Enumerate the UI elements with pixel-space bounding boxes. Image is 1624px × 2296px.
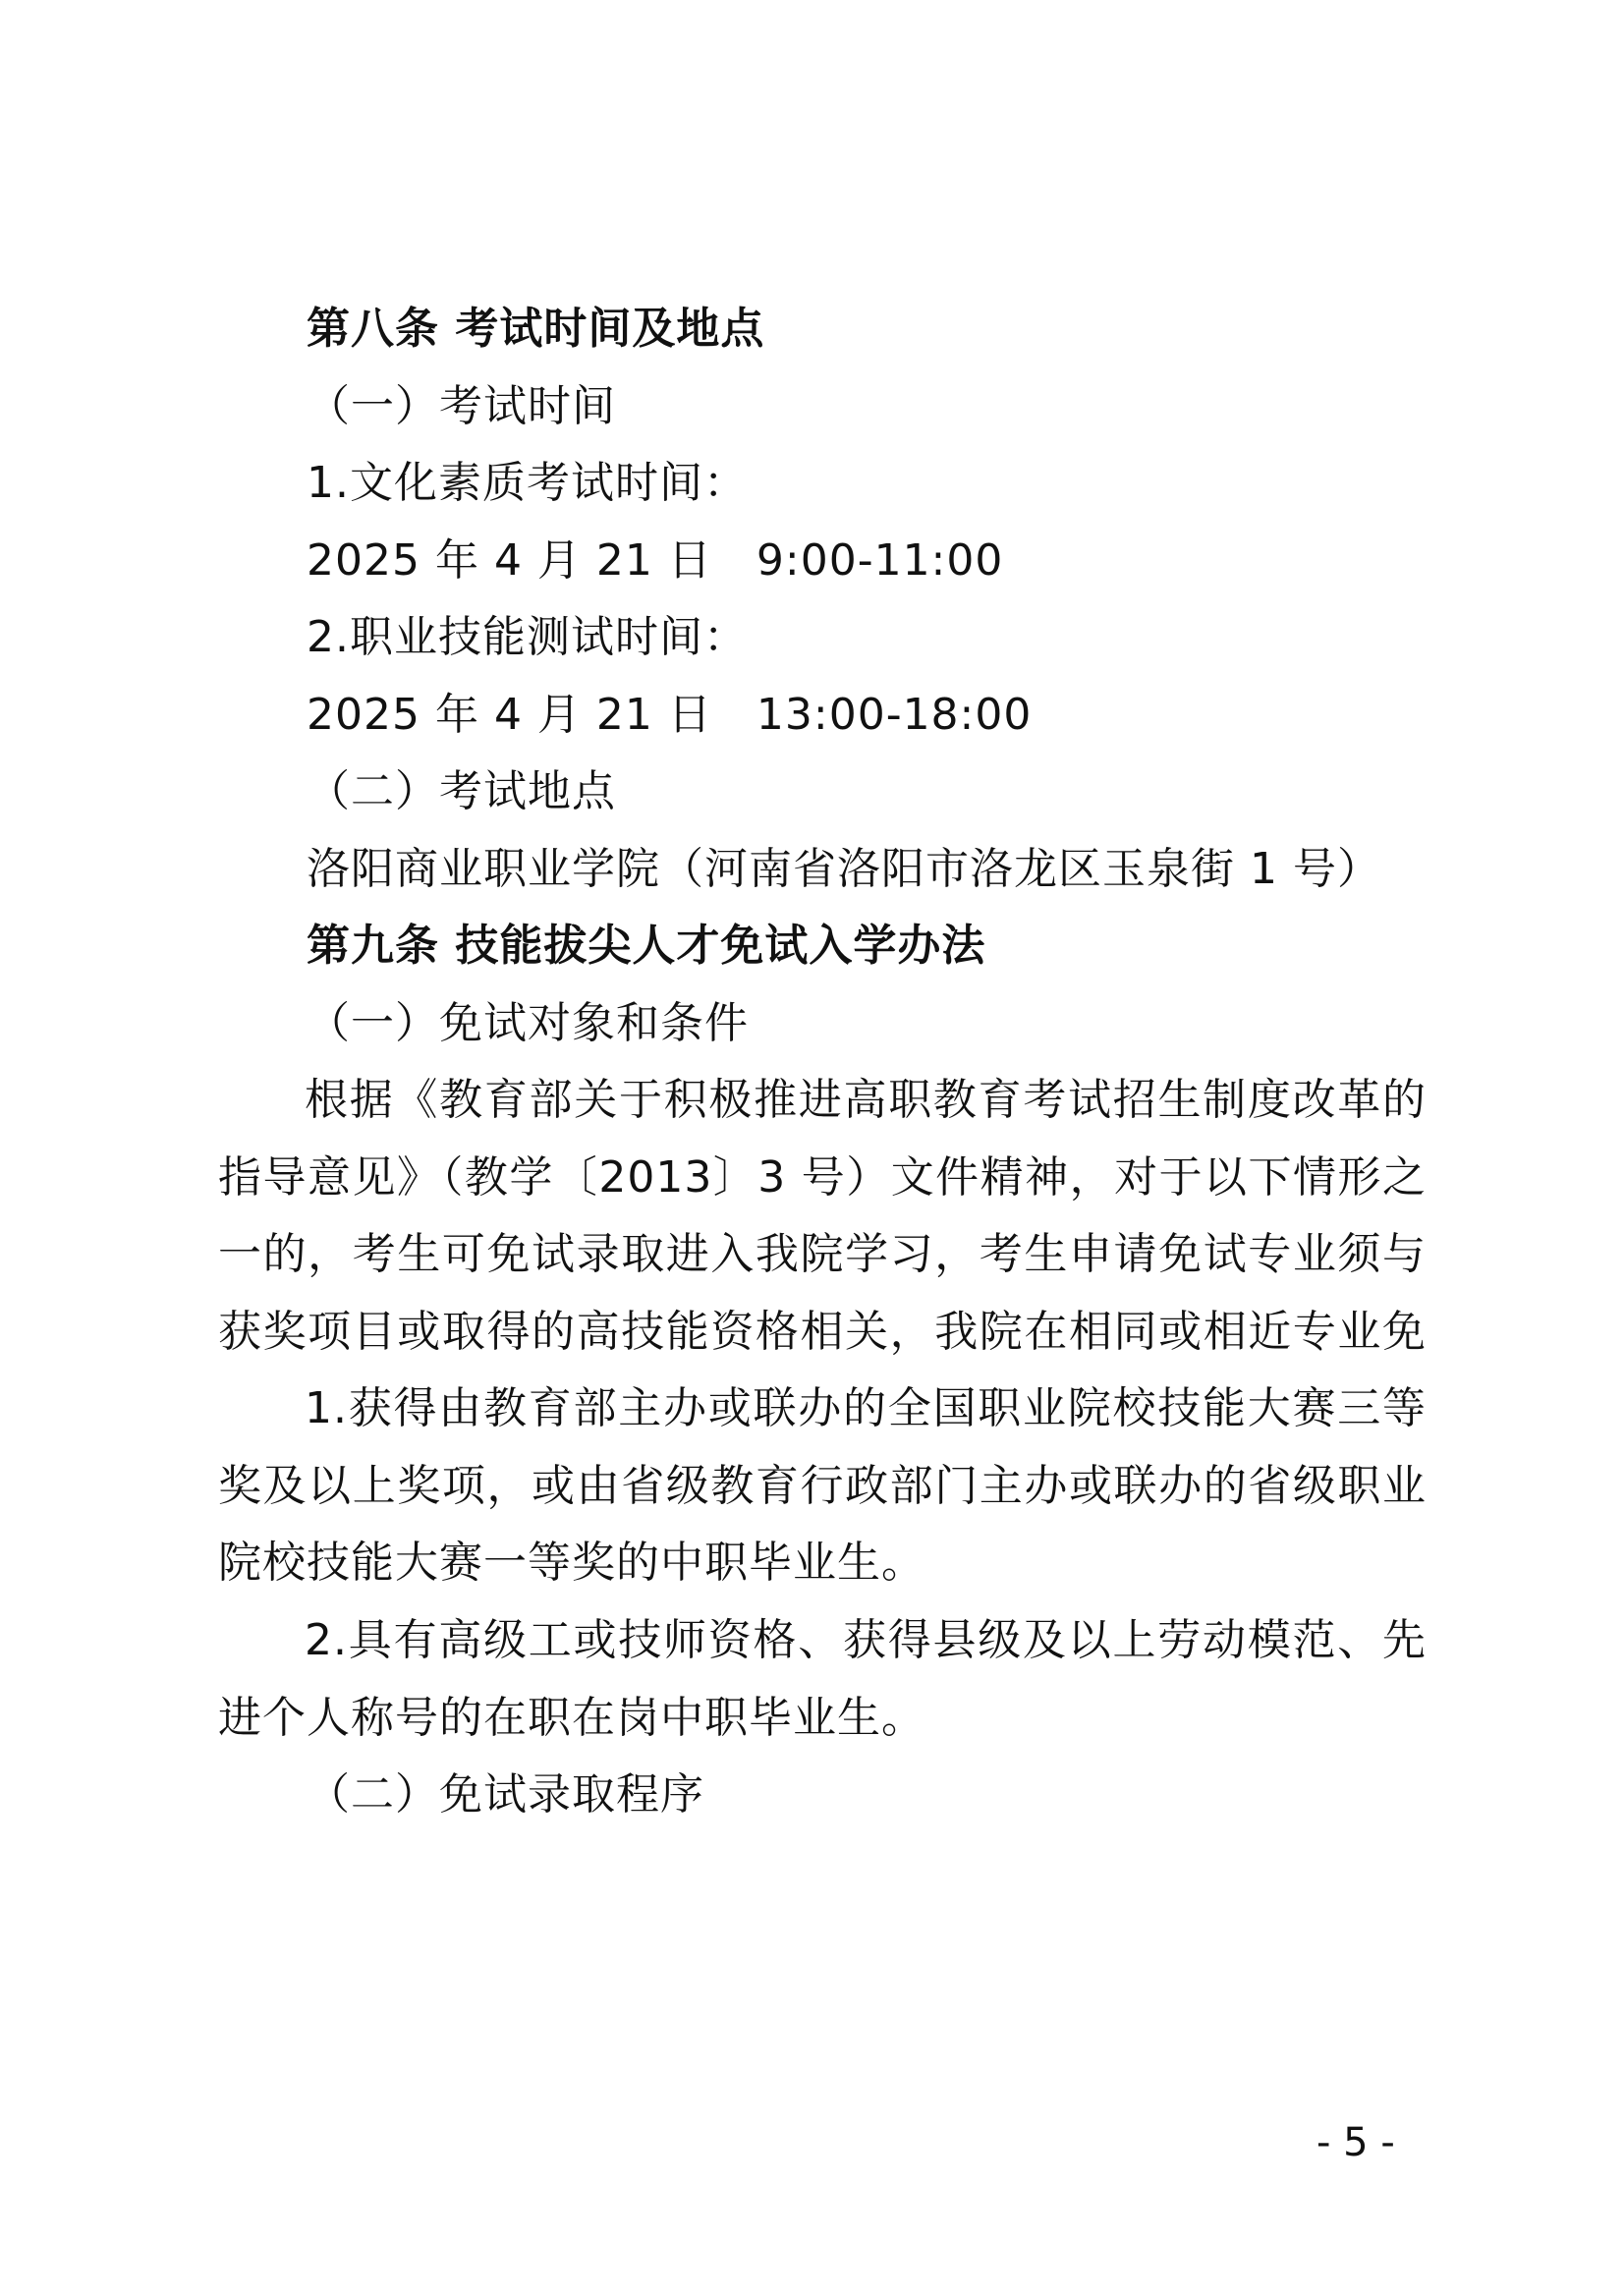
exam-item1-label: 1.文化素质考试时间： xyxy=(307,458,748,508)
article8-heading: 第八条 考试时间及地点 xyxy=(307,304,765,354)
exam-item2-time: 2025 年 4 月 21 日 13:00-18:00 xyxy=(307,690,1033,740)
page-number: - 5 - xyxy=(1316,2120,1395,2165)
article9-section2-title: （二）免试录取程序 xyxy=(307,1769,704,1820)
exam-item1-time: 2025 年 4 月 21 日 9:00-11:00 xyxy=(307,535,1004,586)
condition1-paragraph: 1.获得由教育部主办或联办的全国职业院校技能大赛三等奖及以上奖项，或由省级教育行政部门主办或联办的省级职业院校技能大赛一等奖的中职毕业生。 xyxy=(218,1383,1427,1588)
article9-intro-paragraph: 根据《教育部关于积极推进高职教育考试招生制度改革的指导意见》（教学〔2013〕3 号）文件精神，对于以下情形之一的，考生可免试录取进入我院学习，考生申请免试专业须与获奖项目或取得的高技能资格相关，我院在相同或相近专业免 xyxy=(218,1075,1427,1357)
exam-location: 洛阳商业职业学院（河南省洛阳市洛龙区玉泉街 1 号） xyxy=(307,844,1381,894)
article9-section1-title: （一）免试对象和条件 xyxy=(307,998,749,1048)
condition2-paragraph: 2.具有高级工或技师资格、获得县级及以上劳动模范、先进个人称号的在职在岗中职毕业生。 xyxy=(218,1615,1427,1743)
article8-section1-title: （一）考试时间 xyxy=(307,381,616,431)
exam-item2-label: 2.职业技能测试时间： xyxy=(307,612,748,662)
article9-heading: 第九条 技能拔尖人才免试入学办法 xyxy=(307,921,986,971)
article8-section2-title: （二）考试地点 xyxy=(307,766,616,816)
